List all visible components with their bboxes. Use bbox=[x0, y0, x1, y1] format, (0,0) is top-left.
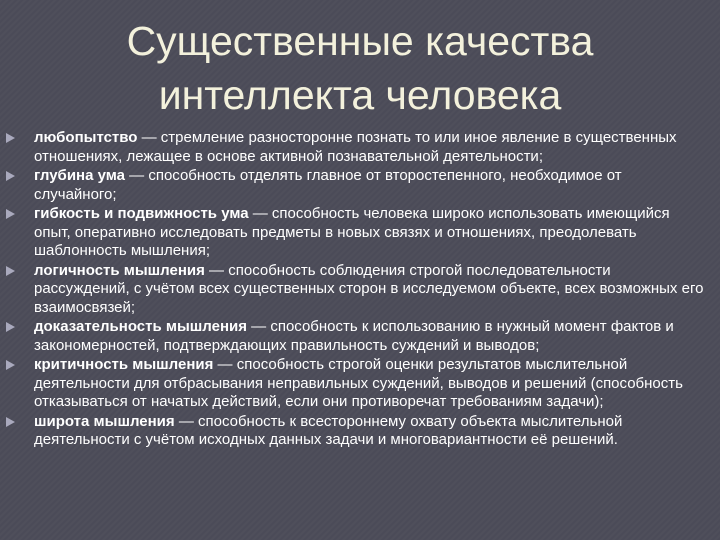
bullet-term: глубина ума bbox=[34, 167, 125, 184]
triangle-bullet-icon bbox=[6, 360, 15, 370]
triangle-bullet-icon bbox=[6, 133, 15, 143]
triangle-bullet-icon bbox=[6, 417, 15, 427]
bullet-term: любопытство bbox=[34, 129, 138, 146]
bullet-term: гибкость и подвижность ума bbox=[34, 205, 249, 222]
bullet-item bbox=[34, 129, 706, 166]
slide-title bbox=[100, 14, 620, 122]
bullet-text: — способность соблюдения строгой последовательности рассуждений, с учётом всех существенных сторон в исследуемом объекте, всех возможных его взаимосвязей; bbox=[34, 261, 704, 316]
bullet-item bbox=[34, 318, 706, 355]
triangle-bullet-icon bbox=[6, 209, 15, 219]
bullet-text: — стремление разносторонне познать то или иное явление в существенных отношениях, лежащее в основе активной познавательной деятельности; bbox=[34, 129, 677, 165]
triangle-bullet-icon bbox=[6, 171, 15, 181]
bullet-term: критичность мышления bbox=[34, 356, 214, 373]
bullet-item bbox=[34, 413, 706, 450]
bullet-text: — способность человека широко использовать имеющийся опыт, оперативно исследовать предметы в новых связях и отношениях, преодолевать шаблонность мышления; bbox=[34, 205, 670, 259]
bullet-text: — способность к использованию в нужный момент фактов и закономерностей, подтверждающих правильность суждений и выводов; bbox=[34, 318, 674, 354]
bullet-term: доказательность мышления bbox=[34, 318, 247, 335]
title-line-1: Существенные качества bbox=[126, 18, 594, 64]
bullet-item bbox=[34, 167, 706, 204]
bullet-text: — способность строгой оценки результатов мыслительной деятельности для отбрасывания неправильных суждений, выводов и решений (способность отказываться от начатых действий, если они противоречат требованиям задачи); bbox=[34, 356, 683, 410]
bullet-text: — способность отделять главное от второстепенного, необходимое от случайного; bbox=[34, 167, 622, 203]
title-line-2: интеллекта человека bbox=[158, 72, 562, 118]
triangle-bullet-icon bbox=[6, 322, 15, 332]
bullet-term: логичность мышления bbox=[34, 261, 205, 279]
bullet-item bbox=[34, 205, 706, 261]
bullet-text: — способность к всестороннему охвату объекта мыслительной деятельности с учётом исходных данных задачи и многовариантности её решений. bbox=[34, 412, 623, 448]
bullet-list bbox=[34, 129, 706, 451]
bullet-item bbox=[34, 356, 706, 412]
triangle-bullet-icon bbox=[6, 266, 15, 276]
bullet-term: широта мышления bbox=[34, 412, 175, 430]
bullet-item bbox=[34, 262, 706, 318]
